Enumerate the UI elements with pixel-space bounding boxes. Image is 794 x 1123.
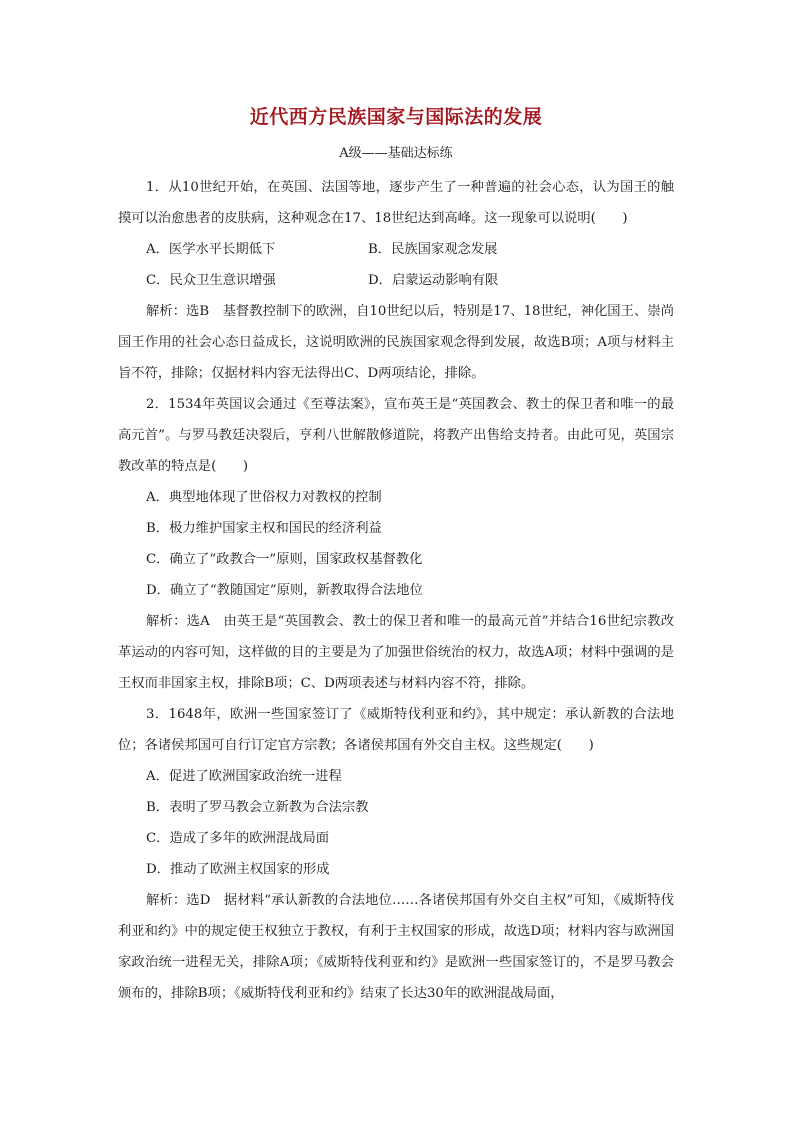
- question-2: [118, 389, 674, 699]
- answer-analysis: 解析：选B 基督教控制下的欧洲，自10世纪以后，特别是17、18世纪，神化国王、崇尚国王作用的社会心态日益成长，这说明欧洲的民族国家观念得到发展，故选B项；A项与材料主旨不符，排除；仅据材料内容无法得出C、D两项结论，排除。: [118, 304, 674, 381]
- option-row: [118, 234, 674, 265]
- option-a: A．促进了欧洲国家政治统一进程: [146, 769, 342, 784]
- question-stem: 1．从10世纪开始，在英国、法国等地，逐步产生了一种普遍的社会心态，认为国王的触摸可以治愈患者的皮肤病，这种观念在17、18世纪达到高峰。这一现象可以说明( ): [118, 180, 674, 226]
- answer-analysis: 解析：选A 由英王是“英国教会、教士的保卫者和唯一的最高元首”并结合16世纪宗教改革运动的内容可知，这样做的目的主要是为了加强世俗统治的权力，故选A项；材料中强调的是王权而非国家主权，排除B项；C、D两项表述与材料内容不符，排除。: [118, 614, 674, 691]
- option-row: [118, 265, 674, 296]
- question-1: [118, 172, 674, 389]
- option-d: D．确立了“教随国定”原则，新教取得合法地位: [146, 583, 423, 598]
- question-stem: 2．1534年英国议会通过《至尊法案》，宣布英王是“英国教会、教士的保卫者和唯一的最高元首”。与罗马教廷决裂后，亨利八世解散修道院，将教产出售给支持者。由此可见，英国宗教改革的特点是( ): [118, 397, 674, 474]
- page-title: 近代西方民族国家与国际法的发展: [249, 106, 543, 128]
- document-body: [118, 103, 674, 1009]
- option-a: A．典型地体现了世俗权力对教权的控制: [146, 490, 382, 505]
- question-3: [118, 699, 674, 1009]
- option-c: C．民众卫生意识增强: [146, 273, 276, 288]
- option-b: B．表明了罗马教会立新教为合法宗教: [146, 800, 369, 815]
- option-b: B．民族国家观念发展: [368, 242, 498, 257]
- option-d: D．推动了欧洲主权国家的形成: [146, 862, 330, 877]
- question-stem: 3．1648年，欧洲一些国家签订了《威斯特伐利亚和约》，其中规定：承认新教的合法地位；各诸侯邦国可自行订定官方宗教；各诸侯邦国有外交自主权。这些规定( ): [118, 707, 674, 753]
- option-c: C．确立了“政教合一”原则，国家政权基督教化: [146, 552, 423, 567]
- option-b: B．极力维护国家主权和国民的经济利益: [146, 521, 382, 536]
- answer-analysis: 解析：选D 据材料“承认新教的合法地位……各诸侯邦国有外交自主权”可知，《威斯特伐利亚和约》中的规定使王权独立于教权，有利于主权国家的形成，故选D项；材料内容与欧洲国家政治统一进程无关，排除A项；《威斯特伐利亚和约》是欧洲一些国家签订的，不是罗马教会颁布的，排除B项；《威斯特伐利亚和约》结束了长达30年的欧洲混战局面，: [118, 893, 674, 1001]
- option-a: A．医学水平长期低下: [146, 242, 276, 257]
- option-c: C．造成了多年的欧洲混战局面: [146, 831, 330, 846]
- section-subtitle: A级——基础达标练: [339, 146, 453, 161]
- option-d: D．启蒙运动影响有限: [368, 273, 499, 288]
